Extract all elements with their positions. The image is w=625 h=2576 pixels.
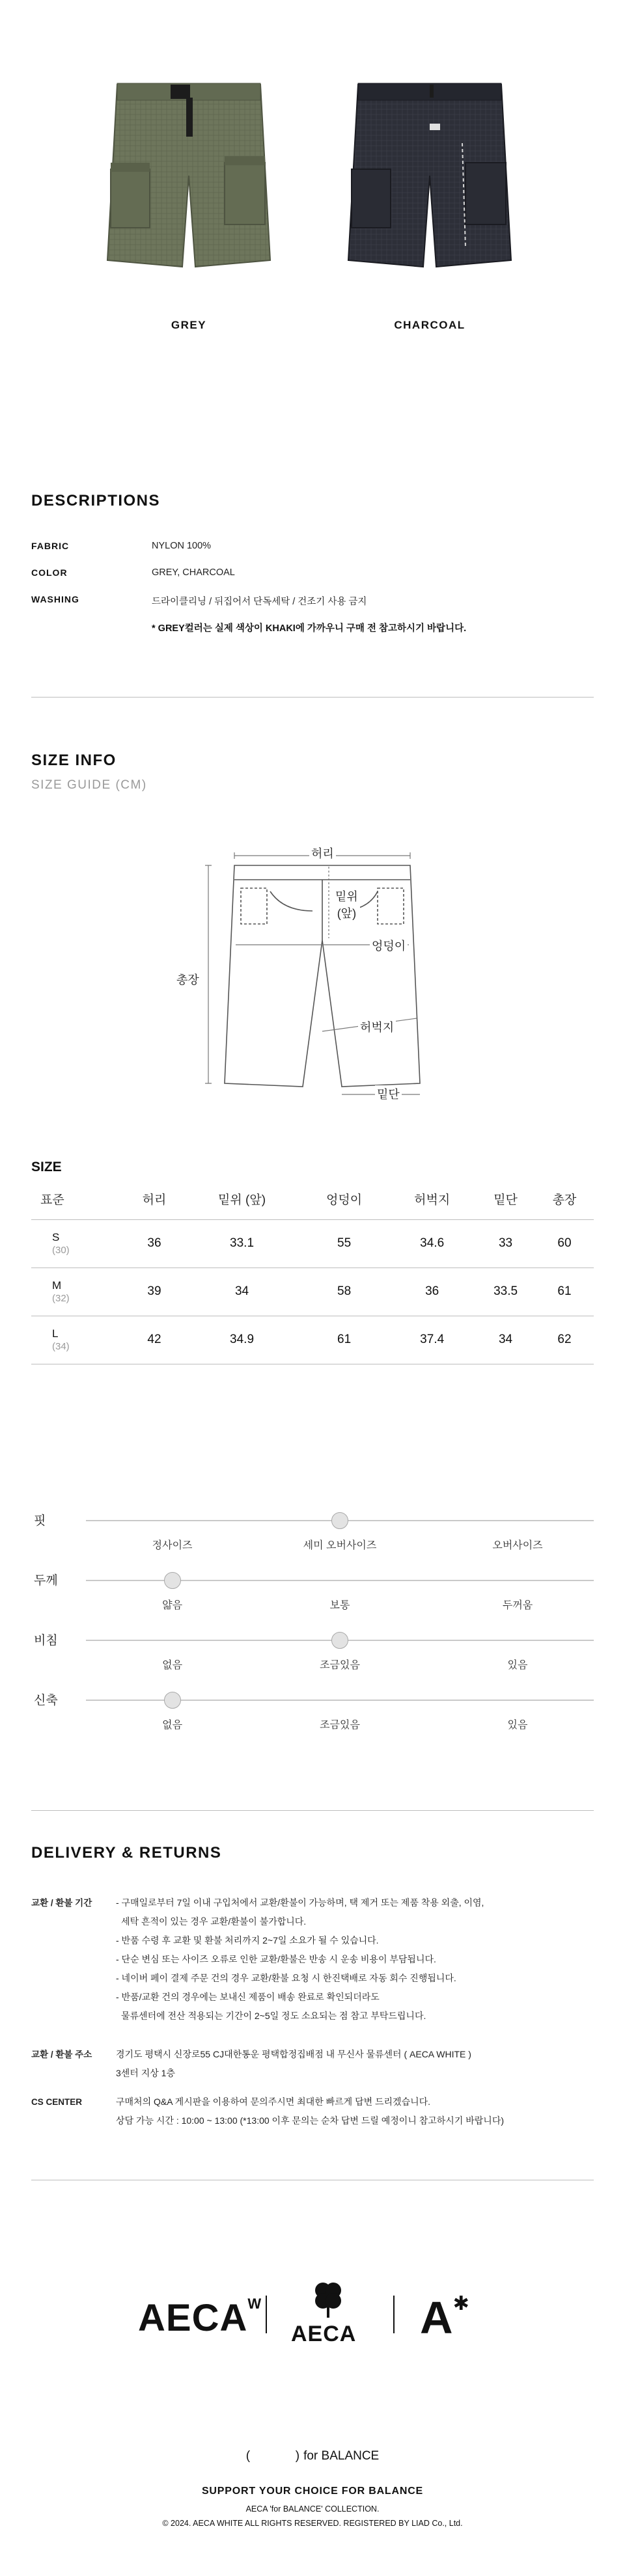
delivery-line: 상담 가능 시간 : 10:00 ~ 13:00 (*13:00 이후 문의는 순차 답변 드릴 예정이니 참고하시기 바랍니다) <box>116 2115 505 2126</box>
size-name: L <box>52 1327 59 1340</box>
size-cell <box>31 1316 125 1364</box>
tagline: SUPPORT YOUR CHOICE FOR BALANCE <box>201 2486 424 2497</box>
divider <box>31 697 594 698</box>
delivery-line: - 단순 변심 또는 사이즈 오류로 인한 교환/환불은 반송 시 운송 비용이 부담됩니다. <box>116 1954 436 1964</box>
scale-track <box>86 1700 594 1701</box>
scale-indicator <box>164 1572 181 1589</box>
delivery-line: - 네이버 페이 결제 주문 건의 경우 교환/환불 요청 시 한진택배로 자동 회수 진행됩니다. <box>116 1973 456 1983</box>
desc-key: FABRIC <box>31 541 70 551</box>
size-diagram <box>163 826 462 1100</box>
product-charcoal[interactable] <box>332 65 527 299</box>
scale-row <box>31 1690 594 1749</box>
table-cell: 33.5 <box>476 1268 535 1316</box>
desc-key: WASHING <box>31 594 79 604</box>
delivery-key: CS CENTER <box>31 2097 83 2107</box>
scale-option: 두꺼움 <box>502 1600 533 1611</box>
desc-value: 드라이클리닝 / 뒤집어서 단독세탁 / 건조기 사용 금지 <box>152 597 367 607</box>
table-cell: 42 <box>125 1316 184 1364</box>
table-cell: 36 <box>388 1268 476 1316</box>
size-cell <box>31 1219 125 1268</box>
table-cell: 33.1 <box>184 1219 300 1268</box>
table-cell: 33 <box>476 1219 535 1268</box>
scale-option: 오버사이즈 <box>492 1540 543 1551</box>
scale-track <box>86 1580 594 1581</box>
product-grey[interactable] <box>91 65 286 299</box>
header-rise: 밑위 (앞) <box>184 1179 300 1219</box>
scale-row <box>31 1511 594 1569</box>
scale-option: 없음 <box>162 1720 183 1731</box>
scale-option: 있음 <box>507 1660 528 1671</box>
delivery-key: 교환 / 환불 주소 <box>31 2050 92 2059</box>
delivery-value <box>116 2045 591 2083</box>
scale-option: 얇음 <box>162 1600 183 1611</box>
desc-value: GREY, CHARCOAL <box>152 567 235 578</box>
header-length: 총장 <box>535 1179 594 1219</box>
blank-parenthesis-icon: ( <box>245 2449 251 2463</box>
scale-indicator <box>331 1632 348 1649</box>
a-star-logo: A✱ <box>420 2292 469 2343</box>
table-row <box>31 1268 594 1316</box>
size-standard: (32) <box>52 1293 70 1305</box>
header-standard: 표준 <box>31 1179 125 1219</box>
logo-right-text: A <box>420 2292 453 2343</box>
diagram-rise-label: 밑위 (앞) <box>333 888 360 922</box>
scale-label: 핏 <box>34 1514 46 1528</box>
diagram-hip-label: 엉덩이 <box>370 937 408 954</box>
scale-row <box>31 1571 594 1629</box>
size-name: S <box>52 1231 60 1244</box>
scale-row <box>31 1631 594 1689</box>
size-cell <box>31 1268 125 1316</box>
aeca-center-logo: AECA <box>291 2322 357 2346</box>
aeca-white-logo <box>138 2296 262 2340</box>
delivery-line: 3센터 지상 1층 <box>116 2068 175 2078</box>
logo-left-text: AECA <box>138 2297 248 2339</box>
delivery-line: - 반품 수령 후 교환 및 환불 처리까지 2~7일 소요가 될 수 있습니다. <box>116 1935 379 1946</box>
delivery-key: 교환 / 환불 기간 <box>31 1898 92 1908</box>
size-info-title: SIZE INFO <box>31 752 117 769</box>
table-cell: 34 <box>184 1268 300 1316</box>
scale-option: 없음 <box>162 1660 183 1671</box>
delivery-line: 구매처의 Q&A 게시판을 이용하여 문의주시면 최대한 빠르게 답변 드리겠습니다. <box>116 2096 431 2107</box>
desc-color-note: * GREY컬러는 실제 색상이 KHAKI에 가까우니 구매 전 참고하시기 바랍니다. <box>152 623 467 634</box>
size-name: M <box>52 1279 62 1292</box>
table-cell: 36 <box>125 1219 184 1268</box>
logo-separator <box>266 2296 267 2333</box>
scale-label: 비침 <box>34 1634 58 1647</box>
table-cell: 61 <box>535 1268 594 1316</box>
desc-value: NYLON 100% <box>152 541 212 551</box>
diagram-thigh-label: 허벅지 <box>358 1018 396 1035</box>
blank-parenthesis-close-icon: ) <box>295 2449 300 2463</box>
size-table-title: SIZE <box>31 1159 62 1174</box>
scale-option: 조금있음 <box>320 1660 360 1671</box>
delivery-line: 세탁 흔적이 있는 경우 교환/환불이 불가합니다. <box>121 1916 307 1927</box>
table-row <box>31 1219 594 1268</box>
delivery-title: DELIVERY & RETURNS <box>31 1844 222 1862</box>
delivery-line: - 반품/교환 건의 경우에는 보내신 제품이 배송 완료로 확인되더라도 <box>116 1992 380 2002</box>
desc-key: COLOR <box>31 567 68 578</box>
table-cell: 39 <box>125 1268 184 1316</box>
delivery-value <box>116 1893 591 2026</box>
size-table-header <box>31 1179 594 1219</box>
clover-icon <box>307 2277 349 2319</box>
table-cell: 55 <box>300 1219 388 1268</box>
product-charcoal-label: CHARCOAL <box>394 319 465 331</box>
diagram-length-label: 총장 <box>174 971 201 988</box>
product-grey-label: GREY <box>171 319 207 331</box>
delivery-line: 경기도 평택시 신장로55 CJ대한통운 평택합정집배점 내 무신사 물류센터 ( AECA WHITE ) <box>116 2049 471 2059</box>
scale-label: 신축 <box>34 1694 58 1707</box>
table-cell: 60 <box>535 1219 594 1268</box>
logo-separator <box>393 2296 395 2333</box>
shorts-diagram-icon <box>163 826 462 1100</box>
collection-line: AECA 'for BALANCE' COLLECTION. <box>245 2504 380 2514</box>
scale-indicator <box>331 1512 348 1529</box>
scale-option: 조금있음 <box>320 1720 360 1731</box>
table-cell: 62 <box>535 1316 594 1364</box>
size-guide-label: SIZE GUIDE (CM) <box>31 778 147 792</box>
table-cell: 37.4 <box>388 1316 476 1364</box>
shorts-charcoal-image <box>332 65 527 299</box>
table-cell: 34 <box>476 1316 535 1364</box>
scale-option: 세미 오버사이즈 <box>303 1540 377 1551</box>
for-balance-text: for BALANCE <box>303 2449 380 2463</box>
scale-indicator <box>164 1692 181 1709</box>
scale-option: 정사이즈 <box>152 1540 193 1551</box>
scale-option: 있음 <box>507 1720 528 1731</box>
table-cell: 34.6 <box>388 1219 476 1268</box>
logo-left-mark: W <box>247 2296 262 2312</box>
delivery-line: - 구매일로부터 7일 이내 구입처에서 교환/환불이 가능하며, 택 제거 또는 제품 착용 외출, 이염, <box>116 1897 484 1908</box>
size-standard: (30) <box>52 1245 70 1256</box>
table-cell: 58 <box>300 1268 388 1316</box>
table-cell: 34.9 <box>184 1316 300 1364</box>
table-cell: 61 <box>300 1316 388 1364</box>
delivery-line: 물류센터에 전산 적용되는 기간이 2~5일 정도 소요되는 점 참고 부탁드립니다. <box>121 2011 426 2021</box>
header-thigh: 허벅지 <box>388 1179 476 1219</box>
divider <box>31 1810 594 1811</box>
for-balance-line <box>0 2449 625 2463</box>
size-standard: (34) <box>52 1341 70 1353</box>
diagram-hem-label: 밑단 <box>375 1085 402 1102</box>
descriptions-title: DESCRIPTIONS <box>31 492 161 509</box>
scale-label: 두께 <box>34 1574 58 1588</box>
size-table <box>31 1179 594 1364</box>
table-row <box>31 1316 594 1364</box>
diagram-waist-label: 허리 <box>309 845 336 861</box>
scale-option: 보통 <box>329 1600 350 1611</box>
header-hem: 밑단 <box>476 1179 535 1219</box>
shorts-grey-image <box>91 65 286 299</box>
header-waist: 허리 <box>125 1179 184 1219</box>
copyright: © 2024. AECA WHITE ALL RIGHTS RESERVED. REGISTERED BY LIAD Co., Ltd. <box>162 2519 463 2528</box>
product-images <box>0 0 625 364</box>
header-hip: 엉덩이 <box>300 1179 388 1219</box>
delivery-value <box>116 2093 591 2130</box>
